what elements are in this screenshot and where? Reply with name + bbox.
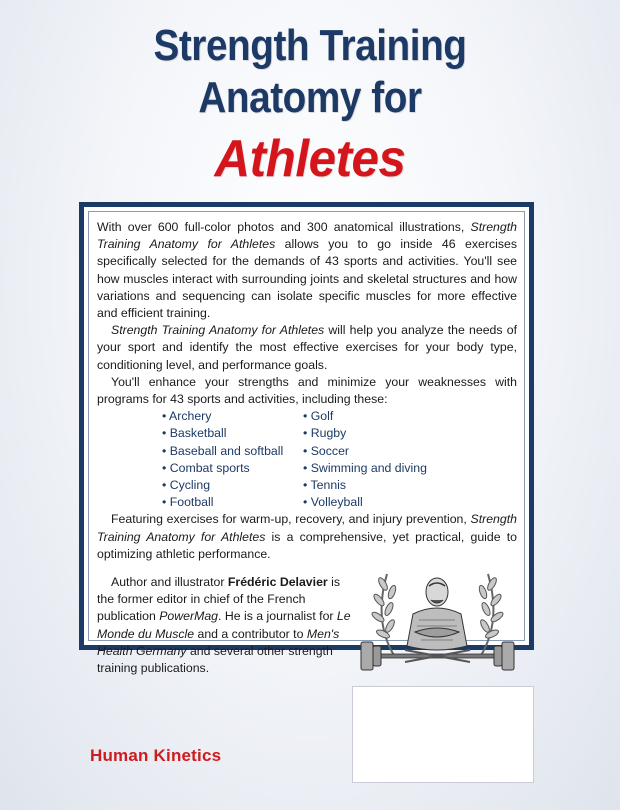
- author-text-3: . He is a journalist for: [218, 609, 337, 624]
- author-text-4: and a contributor to: [194, 626, 307, 641]
- sport-item: • Cycling: [162, 477, 303, 494]
- p1-book-title: Strength Training Anatomy for Athletes: [97, 220, 517, 252]
- author-portrait-icon: [355, 562, 520, 677]
- publisher-logo-text: Human Kinetics: [90, 746, 222, 765]
- sports-list-right: [303, 408, 463, 511]
- title-line-2: Anatomy for: [198, 73, 422, 122]
- author-text-5: and several other strength training publications.: [97, 643, 333, 676]
- title-line-3: Athletes: [214, 130, 406, 188]
- sport-item: • Football: [162, 494, 303, 511]
- sport-item: • Combat sports: [162, 460, 303, 477]
- sport-item: • Swimming and diving: [303, 460, 463, 477]
- title-line-1: Strength Training: [153, 21, 467, 70]
- sport-item: • Soccer: [303, 443, 463, 460]
- p4-text-b: is a comprehensive, yet practical, guide to optimizing athletic performance.: [97, 529, 517, 561]
- publication-2: Le Monde du Muscle: [97, 609, 351, 641]
- sports-list-left: [162, 408, 303, 511]
- p1-text-b: allows you to go inside 46 exercises specifically selected for the demands of 43 sports and activities. You'll see how muscles interact with surrounding joints and skeletal structures and how variations and sequencing can isolate specific muscles for more effective and efficient training.: [97, 237, 517, 321]
- p4-book-title: Strength Training Anatomy for Athletes: [97, 512, 517, 544]
- author-text-1: Author and illustrator: [111, 575, 228, 590]
- description-content: [97, 219, 517, 677]
- p2-text: will help you analyze the needs of your sport and identify the most effective exercises for your body type, conditioning level, and performance goals.: [97, 323, 517, 372]
- p2-book-title: Strength Training Anatomy for Athletes: [111, 323, 325, 338]
- barcode-area: [352, 686, 534, 783]
- sport-item: • Tennis: [303, 477, 463, 494]
- p1-text-a: With over 600 full-color photos and 300 anatomical illustrations,: [97, 220, 471, 234]
- sport-item: • Volleyball: [303, 494, 463, 511]
- publication-3: Men's Health Germany: [97, 626, 340, 658]
- author-bio: [97, 574, 352, 677]
- p4-text-a: Featuring exercises for warm-up, recovery, and injury prevention,: [111, 512, 471, 527]
- sport-item: • Archery: [162, 408, 303, 425]
- paragraph-3: You'll enhance your strengths and minimize your weaknesses with programs for 43 sports and activities, including these:: [97, 374, 517, 407]
- author-text-2: is the former editor in chief of the French publication: [97, 575, 341, 624]
- paragraph-2: [97, 322, 517, 374]
- paragraph-1: [97, 219, 517, 322]
- author-name: Frédéric Delavier: [227, 575, 328, 590]
- sport-item: • Basketball: [162, 425, 303, 442]
- sport-item: • Golf: [303, 408, 463, 425]
- sport-item: • Rugby: [303, 425, 463, 442]
- sport-item: • Baseball and softball: [162, 443, 303, 460]
- author-section: [97, 574, 517, 677]
- description-box: [79, 202, 534, 676]
- paragraph-4: [97, 511, 517, 563]
- publication-1: PowerMag: [159, 609, 218, 624]
- sports-list: [162, 408, 517, 511]
